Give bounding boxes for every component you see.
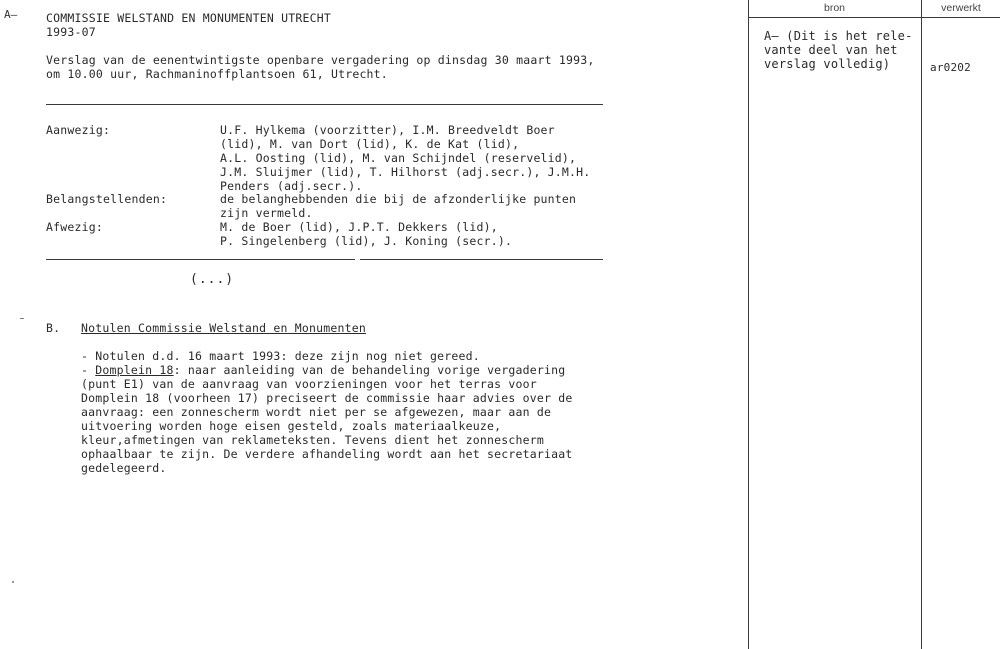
scan-speck xyxy=(12,581,14,583)
notes-line: ophaalbaar te zijn. De verdere afhandeling wordt aan het secretariaat xyxy=(81,447,573,461)
document-number: 1993-07 xyxy=(46,25,96,39)
organization-title: COMMISSIE WELSTAND EN MONUMENTEN UTRECHT xyxy=(46,11,331,25)
side-column-left-border xyxy=(748,0,749,649)
notes-line: gedelegeerd. xyxy=(81,461,167,475)
meeting-subtitle-line-1: Verslag van de eenentwintigste openbare vergadering op dinsdag 30 maart 1993, xyxy=(46,53,595,67)
divider-top xyxy=(46,104,603,105)
divider-bottom-right xyxy=(360,259,603,260)
stakeholders-label: Belangstellenden: xyxy=(46,192,168,206)
bron-note-line: A— (Dit is het rele- xyxy=(764,29,913,43)
notes-line: uitvoering worden hoge eisen gesteld, zoals materiaalkeuze, xyxy=(81,419,502,433)
scan-speck xyxy=(20,318,24,319)
present-line: J.M. Sluijmer (lid), T. Hilhorst (adj.secr.), J.M.H. xyxy=(220,165,591,179)
column-header-bron: bron xyxy=(823,2,845,14)
meeting-subtitle-line-2: om 10.00 uur, Rachmaninoffplantsoen 61, Utrecht. xyxy=(46,67,388,81)
notes-item-2-rest: : naar aanleiding van de behandeling vorige vergadering xyxy=(173,363,566,377)
present-line: U.F. Hylkema (voorzitter), I.M. Breedveldt Boer xyxy=(220,123,555,137)
absent-label: Afwezig: xyxy=(46,220,103,234)
absent-line: M. de Boer (lid), J.P.T. Dekkers (lid), xyxy=(220,220,498,234)
side-header-line xyxy=(748,17,1000,18)
ellipsis-marker: (...) xyxy=(190,272,235,287)
side-column-divider xyxy=(921,0,922,649)
verwerkt-code: ar0202 xyxy=(930,61,971,74)
dash: - xyxy=(81,363,96,377)
absent-line: P. Singelenberg (lid), J. Koning (secr.). xyxy=(220,234,513,248)
stakeholders-line: zijn vermeld. xyxy=(220,206,313,220)
bron-note-line: vante deel van het xyxy=(764,43,898,57)
divider-bottom-left xyxy=(46,259,355,260)
present-label: Aanwezig: xyxy=(46,123,111,137)
notes-line: aanvraag: een zonnescherm wordt niet per se afgewezen, maar aan de xyxy=(81,405,552,419)
notes-line: Domplein 18 (voorheen 17) preciseert de commissie haar advies over de xyxy=(81,391,573,405)
present-line: Penders (adj.secr.). xyxy=(220,179,363,193)
present-line: A.L. Oosting (lid), M. van Schijndel (reservelid), xyxy=(220,151,577,165)
section-letter: B. xyxy=(46,321,61,335)
notes-line: (punt E1) van de aanvraag van voorzieningen voor het terras voor xyxy=(81,377,537,391)
column-header-verwerkt: verwerkt xyxy=(941,2,981,14)
domplein-reference: Domplein 18 xyxy=(95,363,174,377)
notes-item-1: - Notulen d.d. 16 maart 1993: deze zijn nog niet gereed. xyxy=(81,349,480,363)
notes-line: kleur,afmetingen van reklameteksten. Tevens dient het zonnescherm xyxy=(81,433,545,447)
bron-note-line: verslag volledig) xyxy=(764,57,891,71)
present-line: (lid), M. van Dort (lid), K. de Kat (lid), xyxy=(220,137,520,151)
notes-item-2-first-line xyxy=(81,364,565,378)
section-title: Notulen Commissie Welstand en Monumenten xyxy=(81,321,366,335)
margin-mark-a: A— xyxy=(4,8,18,21)
stakeholders-line: de belanghebbenden die bij de afzonderlijke punten xyxy=(220,192,577,206)
